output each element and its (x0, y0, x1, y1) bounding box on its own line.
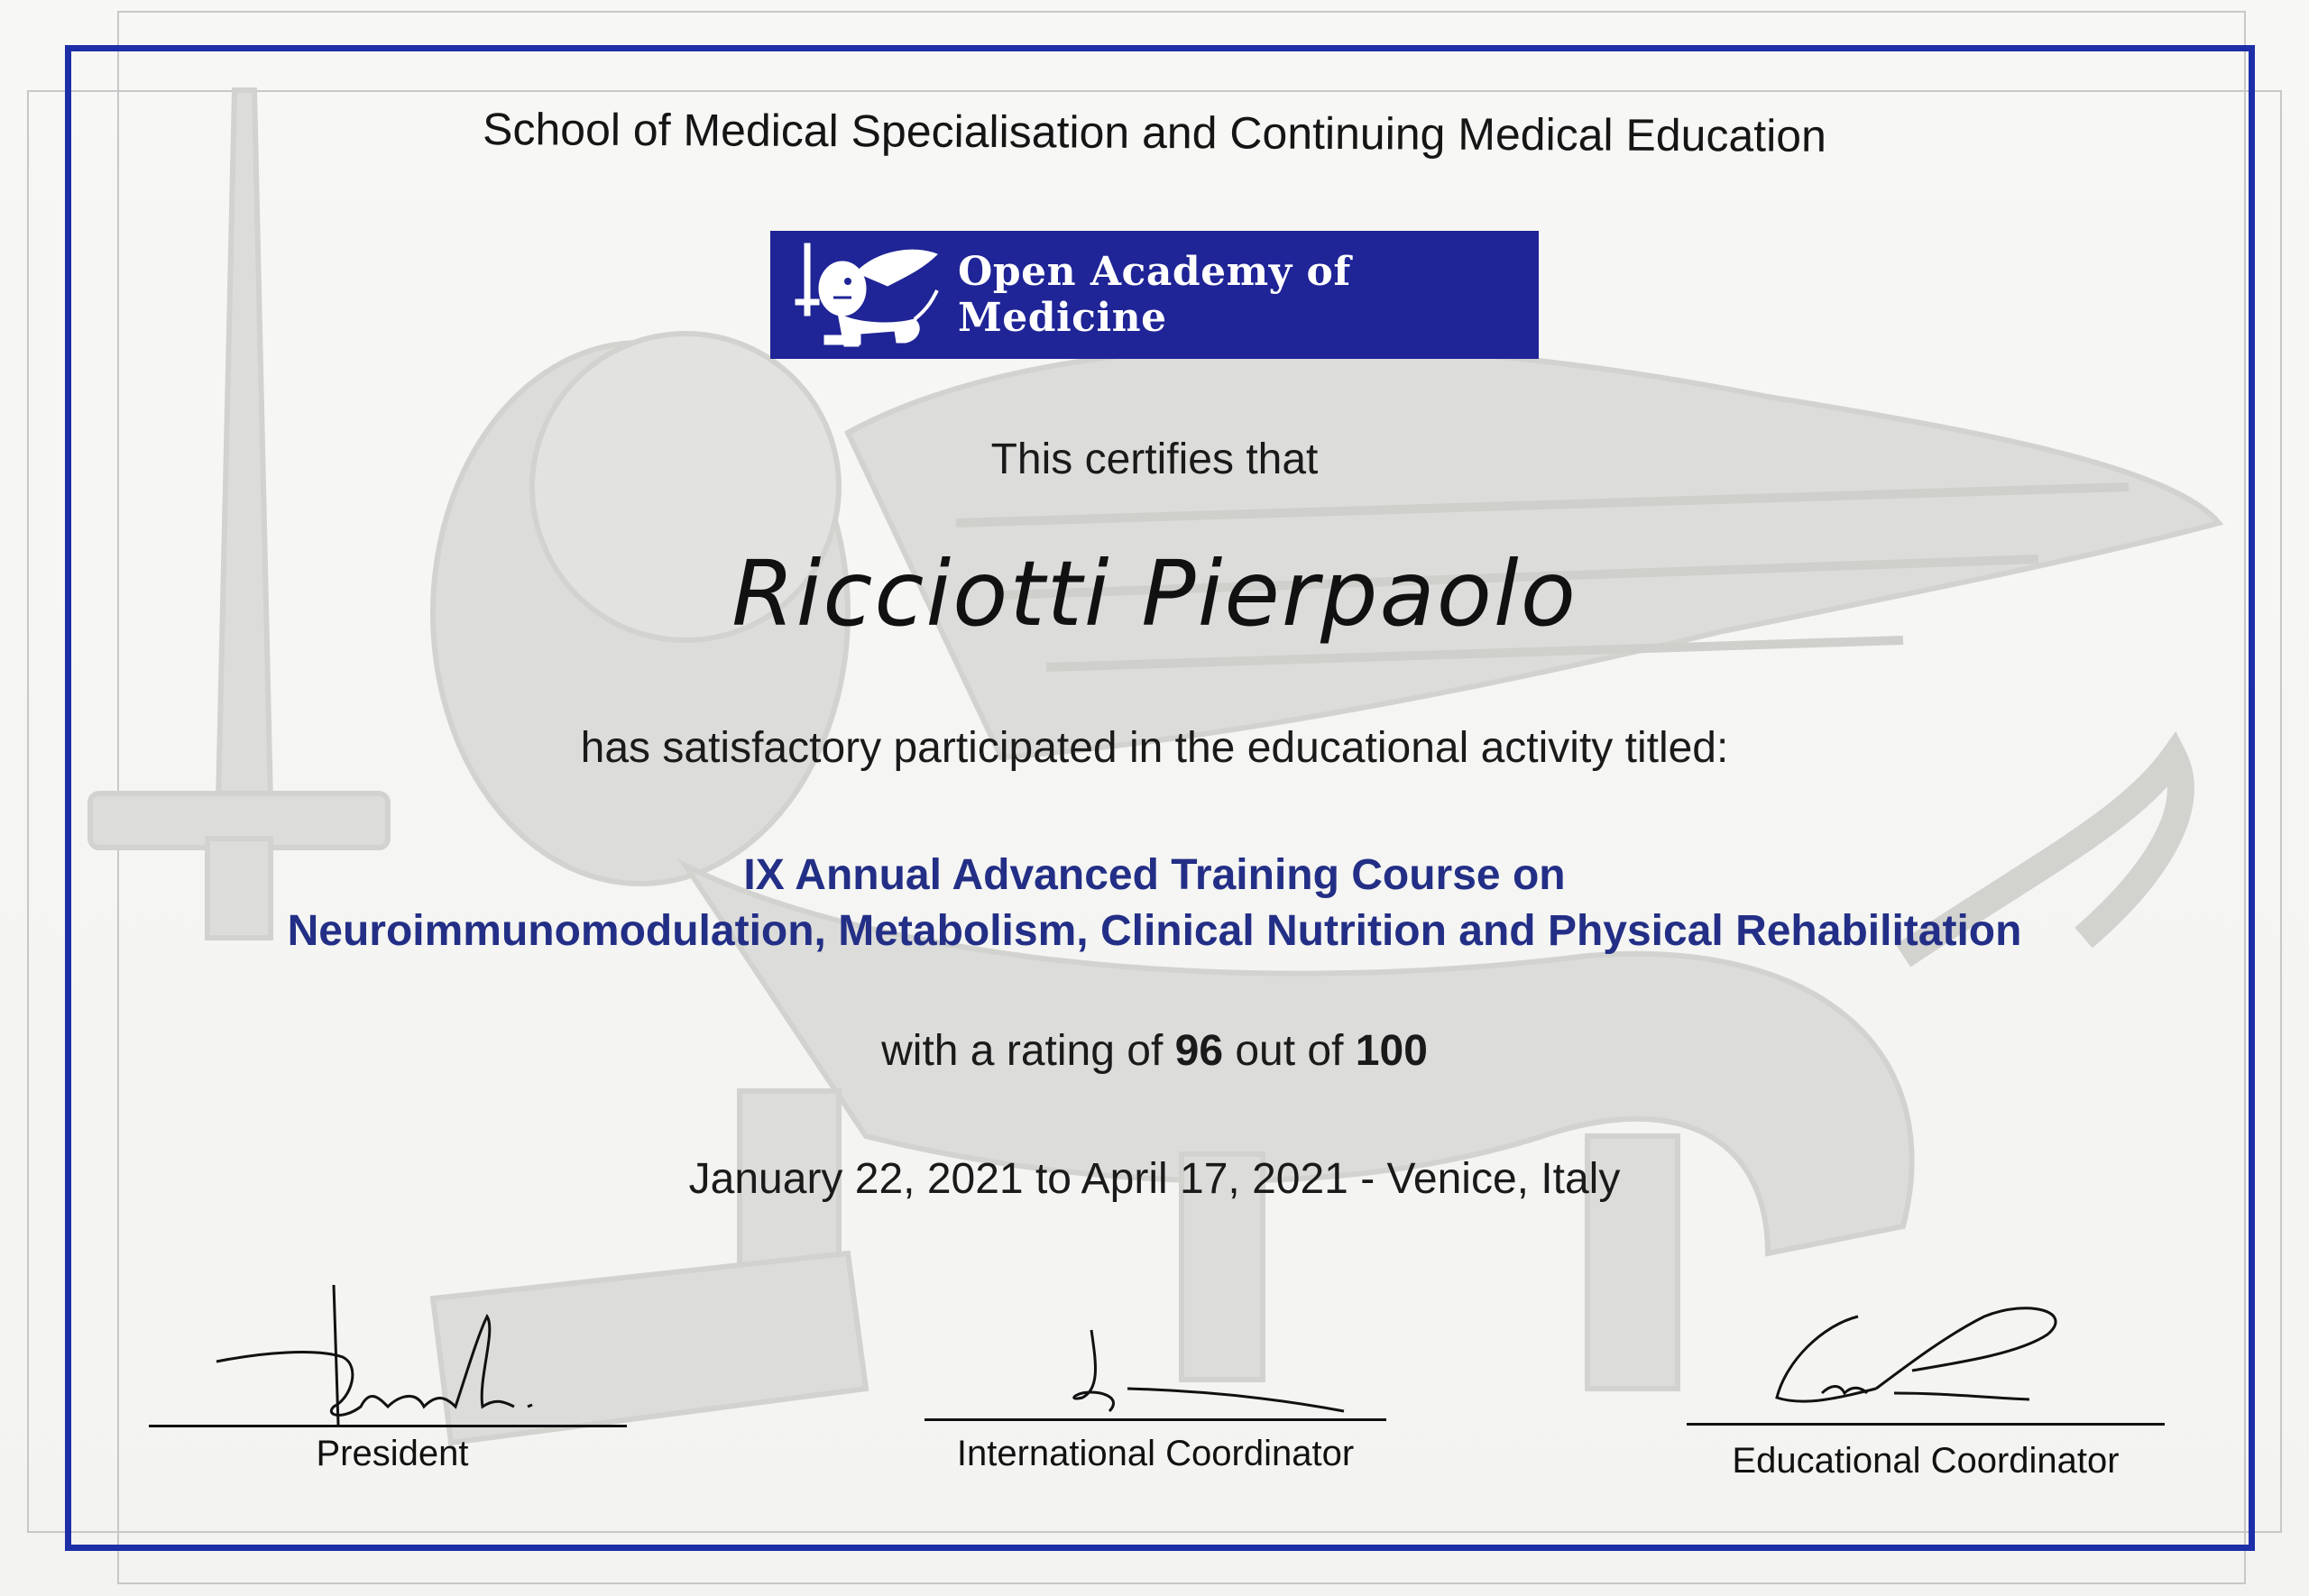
educational-coordinator-signature (1768, 1298, 2093, 1425)
course-title-line-2: Neuroimmunomodulation, Metabolism, Clinical Nutrition and Physical Rehabilitation (287, 907, 2022, 955)
course-dates: January 22, 2021 to April 17, 2021 - Venice, Italy (688, 1155, 1621, 1203)
president-signature (207, 1280, 586, 1434)
rating-text (0, 1026, 2309, 1076)
certifies-text: This certifies that (990, 436, 1319, 483)
recipient-name: Ricciotti Pierpaolo (731, 541, 1578, 647)
international-coordinator-signature (992, 1325, 1353, 1425)
rating-max: 100 (1355, 1027, 1428, 1075)
educational-coordinator-label: Educational Coordinator (1732, 1441, 2120, 1481)
educational-coordinator-signature-line (1687, 1423, 2165, 1426)
president-label: President (316, 1434, 469, 1473)
winged-lion-icon (788, 236, 942, 353)
course-title-line-1: IX Annual Advanced Training Course on (743, 851, 1566, 899)
academy-name: Open Academy of Medicine (958, 249, 1351, 341)
academy-logo (770, 231, 1539, 359)
rating-middle: out of (1235, 1027, 1344, 1075)
international-coordinator-label: International Coordinator (956, 1434, 1355, 1473)
rating-prefix: with a rating of (881, 1027, 1164, 1075)
president-signature-line (149, 1425, 627, 1427)
rating-value: 96 (1174, 1027, 1224, 1075)
school-title: School of Medical Specialisation and Continuing Medical Education (482, 104, 1827, 161)
participation-text: has satisfactory participated in the educational activity titled: (580, 724, 1729, 772)
international-coordinator-signature-line (925, 1418, 1386, 1421)
